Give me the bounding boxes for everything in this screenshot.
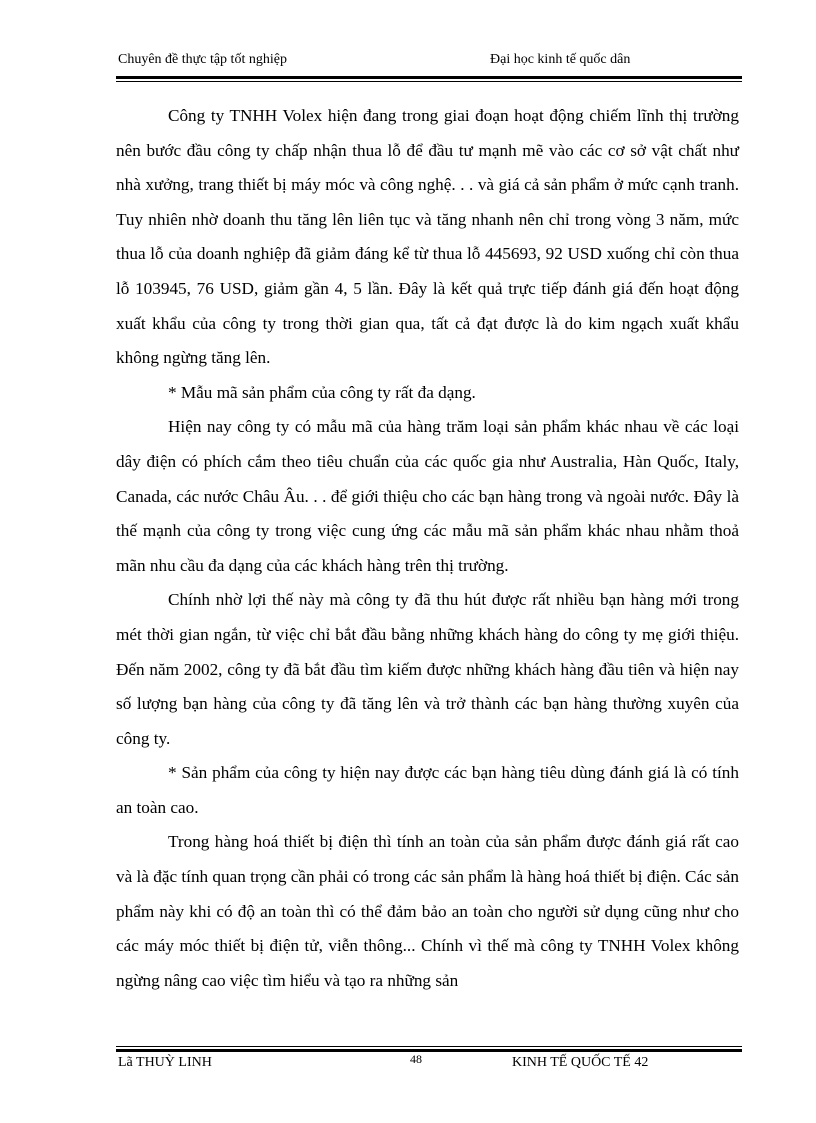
page-header	[116, 52, 742, 74]
paragraph: * Mẫu mã sản phẩm của công ty rất đa dạng.	[168, 382, 476, 402]
document-body	[116, 99, 739, 998]
paragraph: * Sản phẩm của công ty hiện nay được các bạn hàng tiêu dùng đánh giá là có tính an toàn cao.	[116, 763, 739, 817]
header-divider	[116, 76, 742, 82]
page-number: 48	[410, 1052, 422, 1066]
paragraph: Hiện nay công ty có mẫu mã của hàng trăm loại sản phẩm khác nhau về các loại dây điện có phích cắm theo tiêu chuẩn của các quốc gia như Australia, Hàn Quốc, Italy, Canada, các nước Châu Âu. . . để giới thiệu cho các bạn hàng trong và ngoài nước. Đây là thế mạnh của công ty trong việc cung ứng các mẫu mã sản phẩm khác nhau nhằm thoả mãn nhu cầu đa dạng của các khách hàng trên thị trường.	[116, 417, 739, 575]
paragraph: Trong hàng hoá thiết bị điện thì tính an toàn của sản phẩm được đánh giá rất cao và là đặc tính quan trọng cần phải có trong các sản phẩm là hàng hoá thiết bị điện. Các sản phẩm này khi có độ an toàn thì có thể đảm bảo an toàn cho người sử dụng cũng như cho các máy móc thiết bị điện tử, viễn thông... Chính vì thế mà công ty TNHH Volex không ngừng nâng cao việc tìm hiểu và tạo ra những sản	[116, 832, 739, 990]
page-footer	[116, 1052, 742, 1075]
footer-divider	[116, 1046, 742, 1052]
header-title-right: Đại học kinh tế quốc dân	[490, 52, 631, 67]
header-title-left: Chuyên đề thực tập tốt nghiệp	[118, 52, 287, 67]
footer-department: KINH TẾ QUỐC TẾ 42	[512, 1055, 649, 1070]
paragraph: Công ty TNHH Volex hiện đang trong giai đoạn hoạt động chiếm lĩnh thị trường nên bước đầu công ty chấp nhận thua lỗ để đầu tư mạnh mẽ vào các cơ sở vật chất như nhà xưởng, trang thiết bị máy móc và công nghệ. . . và giá cả sản phẩm ở mức cạnh tranh. Tuy nhiên nhờ doanh thu tăng lên liên tục và tăng nhanh nên chỉ trong vòng 3 năm, mức thua lỗ của doanh nghiệp đã giảm đáng kể từ thua lỗ 445693, 92 USD xuống chỉ còn thua lỗ 103945, 76 USD, giảm gần 4, 5 lần. Đây là kết quả trực tiếp đánh giá đến hoạt động xuất khẩu của công ty trong thời gian qua, tất cả đạt được là do kim ngạch xuất khẩu không ngừng tăng lên.	[116, 106, 739, 368]
footer-author: Lã THUỲ LINH	[118, 1055, 212, 1070]
paragraph: Chính nhờ lợi thế này mà công ty đã thu hút được rất nhiều bạn hàng mới trong mét thời gian ngắn, từ việc chỉ bắt đầu bằng những khách hàng do công ty mẹ giới thiệu. Đến năm 2002, công ty đã bắt đầu tìm kiếm được những khách hàng đầu tiên và hiện nay số lượng bạn hàng của công ty đã tăng lên và trở thành các bạn hàng thường xuyên của công ty.	[116, 590, 739, 748]
